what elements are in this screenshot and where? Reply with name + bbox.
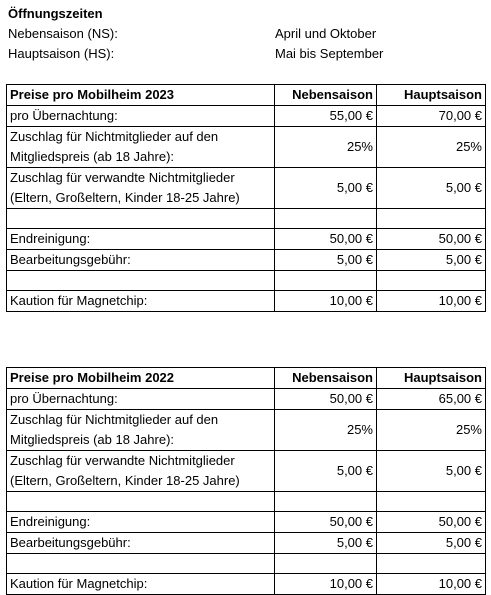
off-season-label: Nebensaison (NS): (8, 26, 118, 41)
empty-row (7, 209, 486, 229)
off-season-price: 55,00 € (275, 106, 377, 127)
off-season-price: 5,00 € (275, 533, 377, 554)
column-header-off-season: Nebensaison (275, 85, 377, 106)
row-label (7, 451, 275, 492)
main-season-price (377, 209, 486, 229)
off-season-price: 5,00 € (275, 168, 377, 209)
row-label (7, 271, 275, 291)
off-season-price: 50,00 € (275, 389, 377, 410)
table-row (7, 229, 486, 250)
table-title: Preise pro Mobilheim 2022 (7, 368, 275, 389)
main-season-price: 50,00 € (377, 512, 486, 533)
empty-row (7, 554, 486, 574)
off-season-price (275, 209, 377, 229)
table-row (7, 512, 486, 533)
price-table-2022 (6, 367, 486, 595)
empty-row (7, 492, 486, 512)
row-label: Bearbeitungsgebühr: (7, 250, 275, 271)
row-label-line-1: Zuschlag für Nichtmitglieder auf den (10, 412, 219, 427)
table-row (7, 250, 486, 271)
row-label: Kaution für Magnetchip: (7, 574, 275, 595)
row-label: Bearbeitungsgebühr: (7, 533, 275, 554)
main-season-price: 25% (377, 410, 486, 451)
row-label (7, 168, 275, 209)
off-season-price: 50,00 € (275, 512, 377, 533)
off-season-value: April und Oktober (275, 26, 377, 41)
main-season-price (377, 271, 486, 291)
main-season-price: 5,00 € (377, 451, 486, 492)
table-row (7, 533, 486, 554)
table-row (7, 410, 486, 451)
off-season-price: 25% (275, 127, 377, 168)
opening-hours-section (8, 4, 488, 64)
main-season-price: 5,00 € (377, 250, 486, 271)
off-season-price (275, 554, 377, 574)
main-season-price: 5,00 € (377, 533, 486, 554)
table-row (7, 106, 486, 127)
opening-hours-title: Öffnungszeiten (8, 6, 103, 21)
off-season-price (275, 492, 377, 512)
row-label-line-2: Mitgliedspreis (ab 18 Jahre): (10, 149, 175, 164)
row-label-line-2: (Eltern, Großeltern, Kinder 18-25 Jahre) (10, 190, 240, 205)
main-season-price: 65,00 € (377, 389, 486, 410)
table-row (7, 389, 486, 410)
main-season-price: 25% (377, 127, 486, 168)
main-season-value: Mai bis September (275, 46, 384, 61)
off-season-price: 10,00 € (275, 291, 377, 312)
row-label: pro Übernachtung: (7, 389, 275, 410)
off-season-price: 10,00 € (275, 574, 377, 595)
table-header-row (7, 368, 486, 389)
row-label: Endreinigung: (7, 229, 275, 250)
table-row (7, 574, 486, 595)
main-season-price: 5,00 € (377, 168, 486, 209)
row-label (7, 209, 275, 229)
table-title: Preise pro Mobilheim 2023 (7, 85, 275, 106)
column-header-off-season: Nebensaison (275, 368, 377, 389)
main-season-label: Hauptsaison (HS): (8, 46, 115, 61)
main-season-price: 10,00 € (377, 291, 486, 312)
row-label-line-1: Zuschlag für verwandte Nichtmitglieder (10, 453, 235, 468)
main-season-price: 50,00 € (377, 229, 486, 250)
table-row (7, 127, 486, 168)
main-season-price (377, 554, 486, 574)
main-season-price: 10,00 € (377, 574, 486, 595)
off-season-price: 50,00 € (275, 229, 377, 250)
row-label-line-1: Zuschlag für verwandte Nichtmitglieder (10, 170, 235, 185)
empty-row (7, 271, 486, 291)
column-header-main-season: Hauptsaison (377, 85, 486, 106)
table-row (7, 168, 486, 209)
main-season-price: 70,00 € (377, 106, 486, 127)
off-season-price (275, 271, 377, 291)
off-season-price: 5,00 € (275, 250, 377, 271)
row-label-line-2: Mitgliedspreis (ab 18 Jahre): (10, 432, 175, 447)
row-label-line-1: Zuschlag für Nichtmitglieder auf den (10, 129, 219, 144)
main-season-price (377, 492, 486, 512)
opening-hours-row-off-season (8, 24, 488, 44)
row-label-line-2: (Eltern, Großeltern, Kinder 18-25 Jahre) (10, 473, 240, 488)
row-label: pro Übernachtung: (7, 106, 275, 127)
row-label (7, 127, 275, 168)
table-row (7, 291, 486, 312)
off-season-price: 5,00 € (275, 451, 377, 492)
table-header-row (7, 85, 486, 106)
off-season-price: 25% (275, 410, 377, 451)
row-label (7, 410, 275, 451)
row-label (7, 554, 275, 574)
column-header-main-season: Hauptsaison (377, 368, 486, 389)
price-table-2023 (6, 84, 486, 312)
opening-hours-row-main-season (8, 44, 488, 64)
table-row (7, 451, 486, 492)
row-label (7, 492, 275, 512)
row-label: Kaution für Magnetchip: (7, 291, 275, 312)
row-label: Endreinigung: (7, 512, 275, 533)
